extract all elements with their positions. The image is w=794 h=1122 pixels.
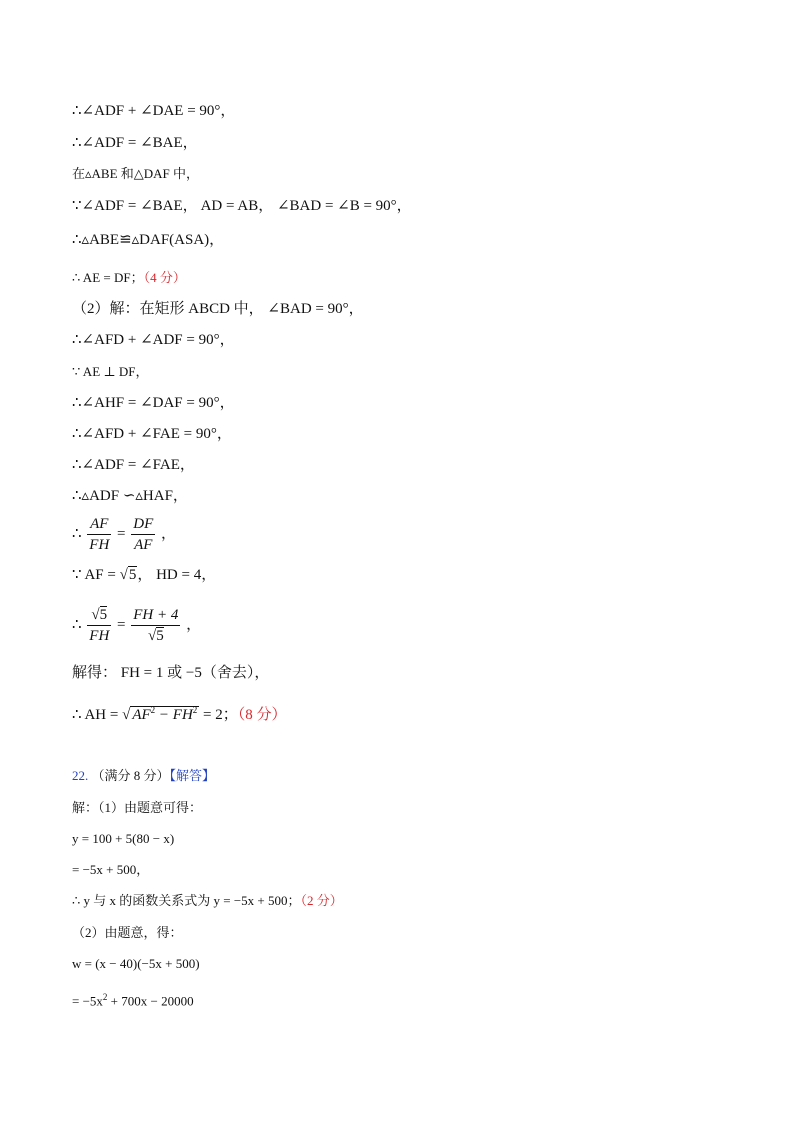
q22-line-3: = −5x + 500， — [72, 862, 150, 877]
fraction-fh4-sqrt5: $\frac{FH + 4}{√5}$ — [133, 607, 179, 645]
q22-line-5: （2）由题意，得： — [72, 925, 183, 940]
score-label: （4 分） — [143, 270, 186, 285]
question-number: 22. — [72, 768, 89, 783]
solution-line-11: ∴∠AFD + ∠FAE = 90°， — [72, 426, 232, 442]
ratio-equation: ∴ $\frac{AF}{FH}$ = $\frac{DF}{AF}$ ， — [72, 516, 177, 554]
q22-line-6: w = (x − 40)(−5x + 500) — [72, 956, 200, 971]
q22-line-2: y = 100 + 5(80 − x) — [72, 831, 175, 846]
substituted-equation: ∴ $\frac{√5}{FH}$ = $\frac{FH + 4}{√5}$ ， — [72, 607, 202, 645]
solution-line-10: ∴∠AHF = ∠DAF = 90°， — [72, 395, 235, 411]
solution-line-3: 在▵ABE 和△DAF 中， — [72, 166, 200, 181]
solution-line-6: ∴ AE = DF；（4 分） — [72, 270, 186, 285]
solution-line-2: ∴∠ADF = ∠BAE， — [72, 135, 198, 151]
solution-line-9: ∵ AE ⊥ DF， — [72, 364, 149, 379]
q22-line-4: ∴ y 与 x 的函数关系式为 y = −5x + 500；（2 分） — [72, 893, 343, 908]
solution-line-13: ∴▵ADF ∽▵HAF， — [72, 488, 188, 504]
solution-line-1: ∴∠ADF + ∠DAE = 90°， — [72, 103, 236, 119]
fraction-df-af: $\frac{DF}{AF}$ — [133, 516, 154, 554]
score-label: （2 分） — [300, 893, 343, 908]
sqrt-symbol: √ — [119, 567, 128, 583]
q22-line-7: = $-5x^2 + 700x - 20000$ — [72, 992, 194, 1009]
q22-line-1: 解：（1）由题意可得： — [72, 800, 203, 815]
fraction-af-fh: $\frac{AF}{FH}$ — [89, 516, 110, 554]
score-label: （8 分） — [237, 707, 287, 723]
solution-line-8: ∴∠AFD + ∠ADF = 90°， — [72, 332, 235, 348]
solution-line-5: ∴▵ABE≌▵DAF(ASA)， — [72, 232, 225, 248]
solve-line: 解得： FH = 1 或 −5（舍去）， — [72, 665, 270, 681]
solution-line-12: ∴∠ADF = ∠FAE， — [72, 457, 195, 473]
solution-line-7: （2）解：在矩形 ABCD 中， ∠BAD = 90°， — [72, 301, 364, 317]
ah-result-line: ∴ AH = √ $AF^2 - FH^2 = 2$；（8 分） — [72, 705, 287, 723]
fraction-sqrt5-fh: $\frac{√5}{FH}$ — [89, 607, 110, 645]
question-22-heading: 22. （满分 8 分）【解答】 — [72, 768, 216, 783]
solution-line-4: ∵∠ADF = ∠BAE， AD = AB， ∠BAD = ∠B = 90°， — [72, 198, 412, 214]
answer-tag: 【解答】 — [169, 768, 216, 783]
given-values-line: ∵ AF = √5， HD = 4， — [72, 567, 217, 583]
